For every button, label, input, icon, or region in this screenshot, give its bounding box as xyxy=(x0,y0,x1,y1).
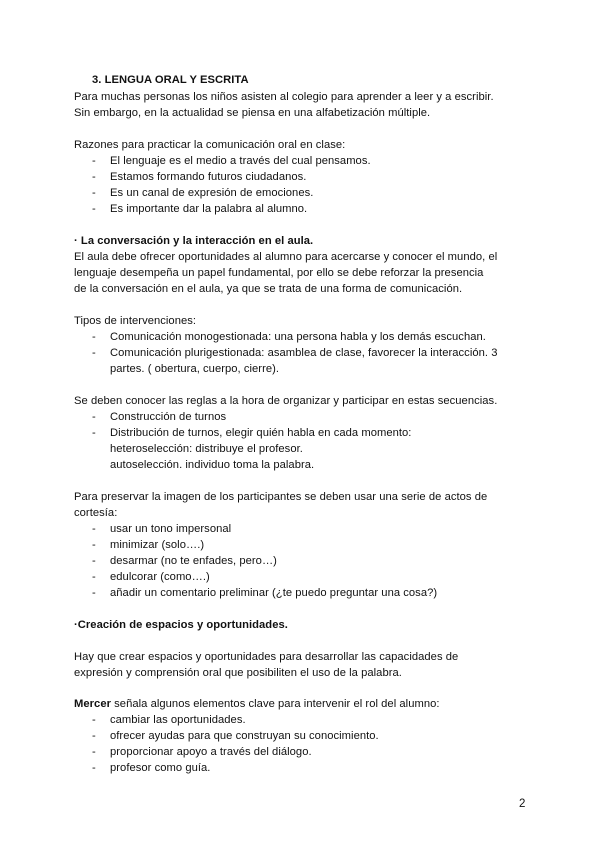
list-item: Distribución de turnos, elegir quién habla en cada momento: xyxy=(110,427,412,439)
intro-line-1: Para muchas personas los niños asisten al colegio para aprender a leer y a escribir. xyxy=(74,91,494,103)
section-title: 3. LENGUA ORAL Y ESCRITA xyxy=(92,74,249,86)
list-dash: - xyxy=(92,523,96,535)
list-item: Estamos formando futuros ciudadanos. xyxy=(110,171,307,183)
list-dash: - xyxy=(92,587,96,599)
sub-item: heteroselección: distribuye el profesor. xyxy=(110,443,303,455)
intro-line-2: Sin embargo, en la actualidad se piensa en una alfabetización múltiple. xyxy=(74,107,431,119)
list-dash: - xyxy=(92,555,96,567)
list-dash: - xyxy=(92,203,96,215)
list-item: Comunicación plurigestionada: asamblea de clase, favorecer la interacción. 3 xyxy=(110,347,498,359)
mercer-intro-text: señala algunos elementos clave para intervenir el rol del alumno: xyxy=(111,698,440,710)
courtesy-heading-line-1: Para preservar la imagen de los participantes se deben usar una serie de actos de xyxy=(74,491,488,503)
list-dash: - xyxy=(92,571,96,583)
list-dash: - xyxy=(92,411,96,423)
list-dash: - xyxy=(92,746,96,758)
list-item: cambiar las oportunidades. xyxy=(110,714,246,726)
spaces-line-1: Hay que crear espacios y oportunidades para desarrollar las capacidades de xyxy=(74,651,459,663)
sub-item: autoselección. individuo toma la palabra. xyxy=(110,459,315,471)
page-number: 2 xyxy=(519,798,526,810)
rules-heading: Se deben conocer las reglas a la hora de organizar y participar en estas secuencias. xyxy=(74,395,498,407)
list-item: proporcionar apoyo a través del diálogo. xyxy=(110,746,312,758)
reasons-heading: Razones para practicar la comunicación oral en clase: xyxy=(74,139,346,151)
mercer-intro xyxy=(74,697,440,711)
list-item: añadir un comentario preliminar (¿te puedo preguntar una cosa?) xyxy=(110,587,438,599)
list-dash: - xyxy=(92,187,96,199)
interventions-heading: Tipos de intervenciones: xyxy=(74,315,197,327)
list-dash: - xyxy=(92,347,96,359)
list-item: edulcorar (como….) xyxy=(110,571,210,583)
conversation-line-3: de la conversación en el aula, ya que se trata de una forma de comunicación. xyxy=(74,283,463,295)
list-item: Es un canal de expresión de emociones. xyxy=(110,187,314,199)
mercer-name: Mercer xyxy=(74,698,111,710)
list-item-continuation: partes. ( obertura, cuerpo, cierre). xyxy=(110,363,280,375)
spaces-heading: ·Creación de espacios y oportunidades. xyxy=(74,619,288,631)
conversation-heading: · La conversación y la interacción en el aula. xyxy=(74,235,314,247)
list-dash: - xyxy=(92,331,96,343)
list-item: profesor como guía. xyxy=(110,762,211,774)
list-item: Comunicación monogestionada: una persona habla y los demás escuchan. xyxy=(110,331,486,343)
list-item: ofrecer ayudas para que construyan su conocimiento. xyxy=(110,730,379,742)
list-dash: - xyxy=(92,155,96,167)
list-item: El lenguaje es el medio a través del cual pensamos. xyxy=(110,155,371,167)
list-dash: - xyxy=(92,730,96,742)
list-item: desarmar (no te enfades, pero…) xyxy=(110,555,277,567)
list-dash: - xyxy=(92,714,96,726)
list-dash: - xyxy=(92,427,96,439)
spaces-line-2: expresión y comprensión oral que posibiliten el uso de la palabra. xyxy=(74,667,402,679)
list-item: Es importante dar la palabra al alumno. xyxy=(110,203,308,215)
list-dash: - xyxy=(92,539,96,551)
conversation-line-1: El aula debe ofrecer oportunidades al alumno para acercarse y conocer el mundo, el xyxy=(74,251,498,263)
courtesy-heading-line-2: cortesía: xyxy=(74,507,118,519)
list-item: Construcción de turnos xyxy=(110,411,227,423)
list-item: usar un tono impersonal xyxy=(110,523,232,535)
list-dash: - xyxy=(92,762,96,774)
list-dash: - xyxy=(92,171,96,183)
list-item: minimizar (solo….) xyxy=(110,539,205,551)
conversation-line-2: lenguaje desempeña un papel fundamental, por ello se debe reforzar la presencia xyxy=(74,267,484,279)
